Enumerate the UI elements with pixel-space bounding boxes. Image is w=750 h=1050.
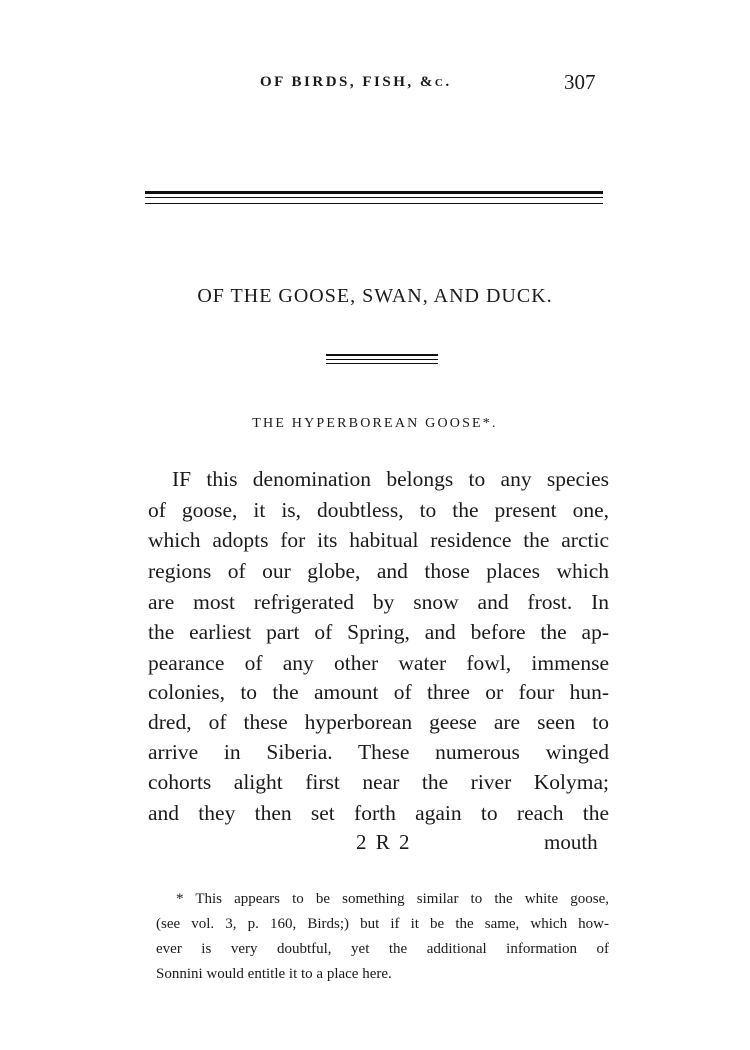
body-line: are most refrigerated by snow and frost. In [148, 590, 609, 614]
body-line: cohorts alight first near the river Kolyma; [148, 770, 609, 794]
header-rule-thin-1 [145, 197, 603, 198]
header-rule-thin-2 [145, 203, 603, 204]
catchword: mouth [544, 830, 598, 854]
title-rule-3 [326, 363, 438, 364]
article-subtitle: THE HYPERBOREAN GOOSE*. [252, 416, 498, 431]
footnote-line: Sonnini would entitle it to a place here. [156, 966, 392, 982]
body-line: colonies, to the amount of three or four hun- [148, 680, 609, 704]
body-line: which adopts for its habitual residence the arctic [148, 528, 609, 552]
body-line: IF this denomination belongs to any species [172, 467, 609, 491]
header-rule-thick [145, 191, 603, 194]
body-line: pearance of any other water fowl, immense [148, 651, 609, 675]
title-rule-1 [326, 354, 438, 356]
page-number: 307 [564, 70, 596, 94]
body-line: and they then set forth again to reach the [148, 801, 609, 825]
footnote-line: (see vol. 3, p. 160, Birds;) but if it be the same, which how- [156, 916, 609, 932]
body-line: the earliest part of Spring, and before the ap- [148, 620, 609, 644]
body-line: regions of our globe, and those places which [148, 559, 609, 583]
section-title: OF THE GOOSE, SWAN, AND DUCK. [197, 285, 553, 307]
footnote-line: ever is very doubtful, yet the additional information of [156, 941, 609, 957]
signature-mark: 2 R 2 [356, 830, 412, 854]
running-head: OF BIRDS, FISH, &c. [260, 74, 452, 90]
body-line: arrive in Siberia. These numerous winged [148, 740, 609, 764]
footnote-line: * This appears to be something similar to the white goose, [176, 891, 609, 907]
body-line: of goose, it is, doubtless, to the present one, [148, 498, 609, 522]
body-line: dred, of these hyperborean geese are seen to [148, 710, 609, 734]
title-rule-2 [326, 359, 438, 360]
